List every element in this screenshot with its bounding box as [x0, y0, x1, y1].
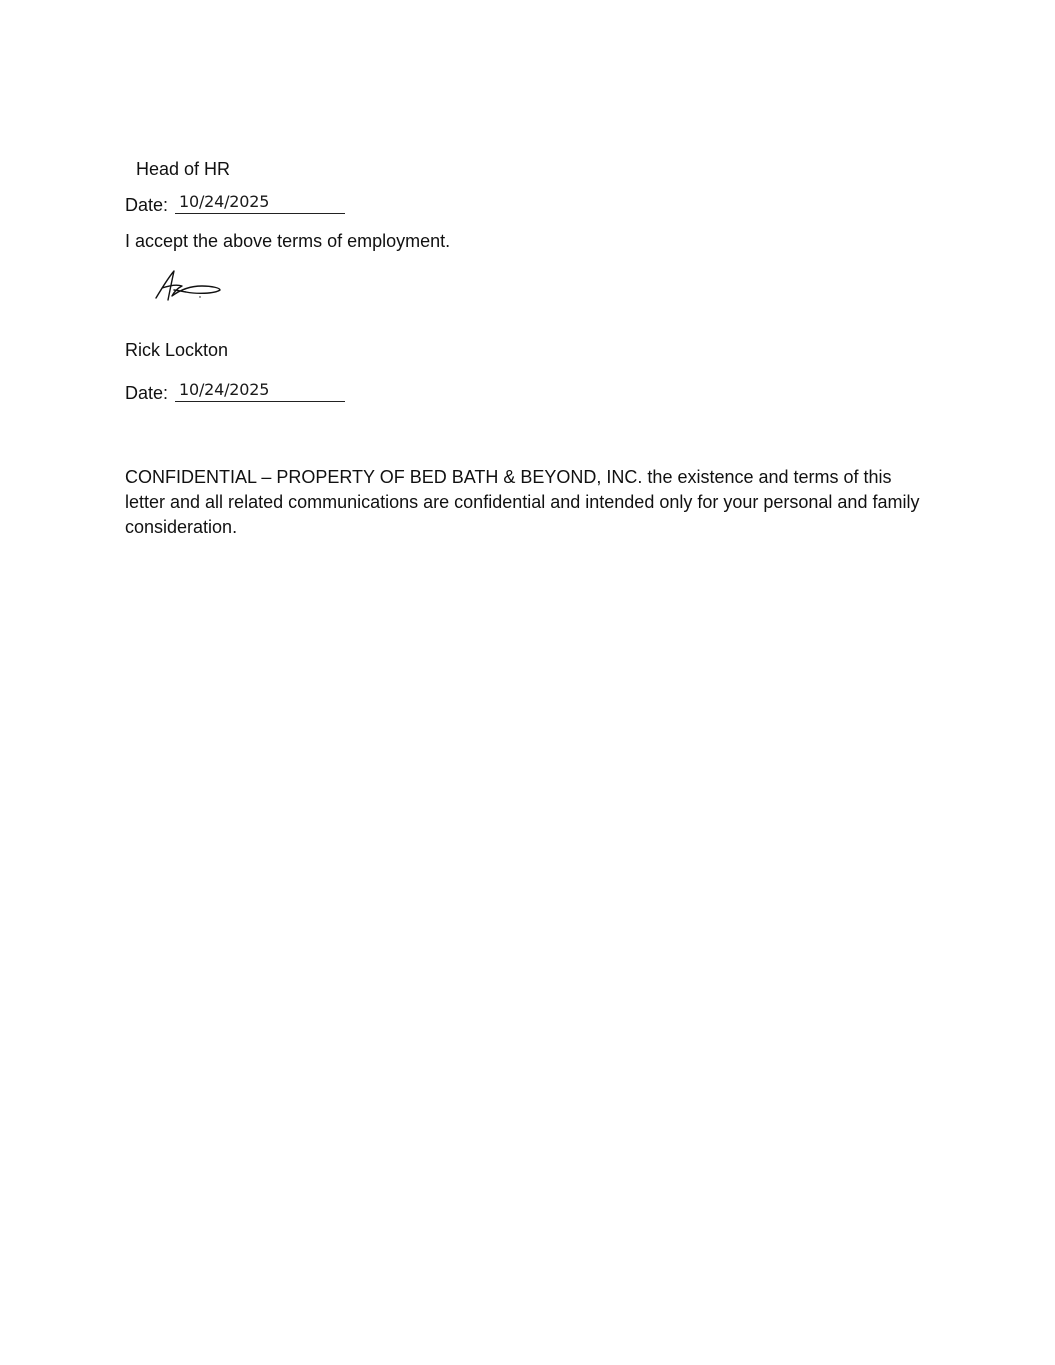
acceptance-statement: I accept the above terms of employment.	[125, 231, 451, 251]
signer-name: Rick Lockton	[125, 340, 229, 360]
signer-date-label: Date:	[125, 383, 169, 403]
hr-date-underline	[175, 213, 345, 214]
signer-date-row	[125, 374, 365, 404]
handwritten-signature-icon	[150, 266, 230, 306]
signatory-title: Head of HR	[136, 159, 231, 179]
signer-date-underline	[175, 401, 345, 402]
hr-date-value: 10/24/2025	[179, 192, 270, 211]
hr-date-row	[125, 186, 365, 216]
signer-date-value: 10/24/2025	[179, 380, 270, 399]
hr-date-label: Date:	[125, 195, 169, 215]
confidential-notice: CONFIDENTIAL – PROPERTY OF BED BATH & BEYOND, INC. the existence and terms of this letter and all related communications are confidential and intended only for your personal and family consideration.	[125, 467, 920, 537]
